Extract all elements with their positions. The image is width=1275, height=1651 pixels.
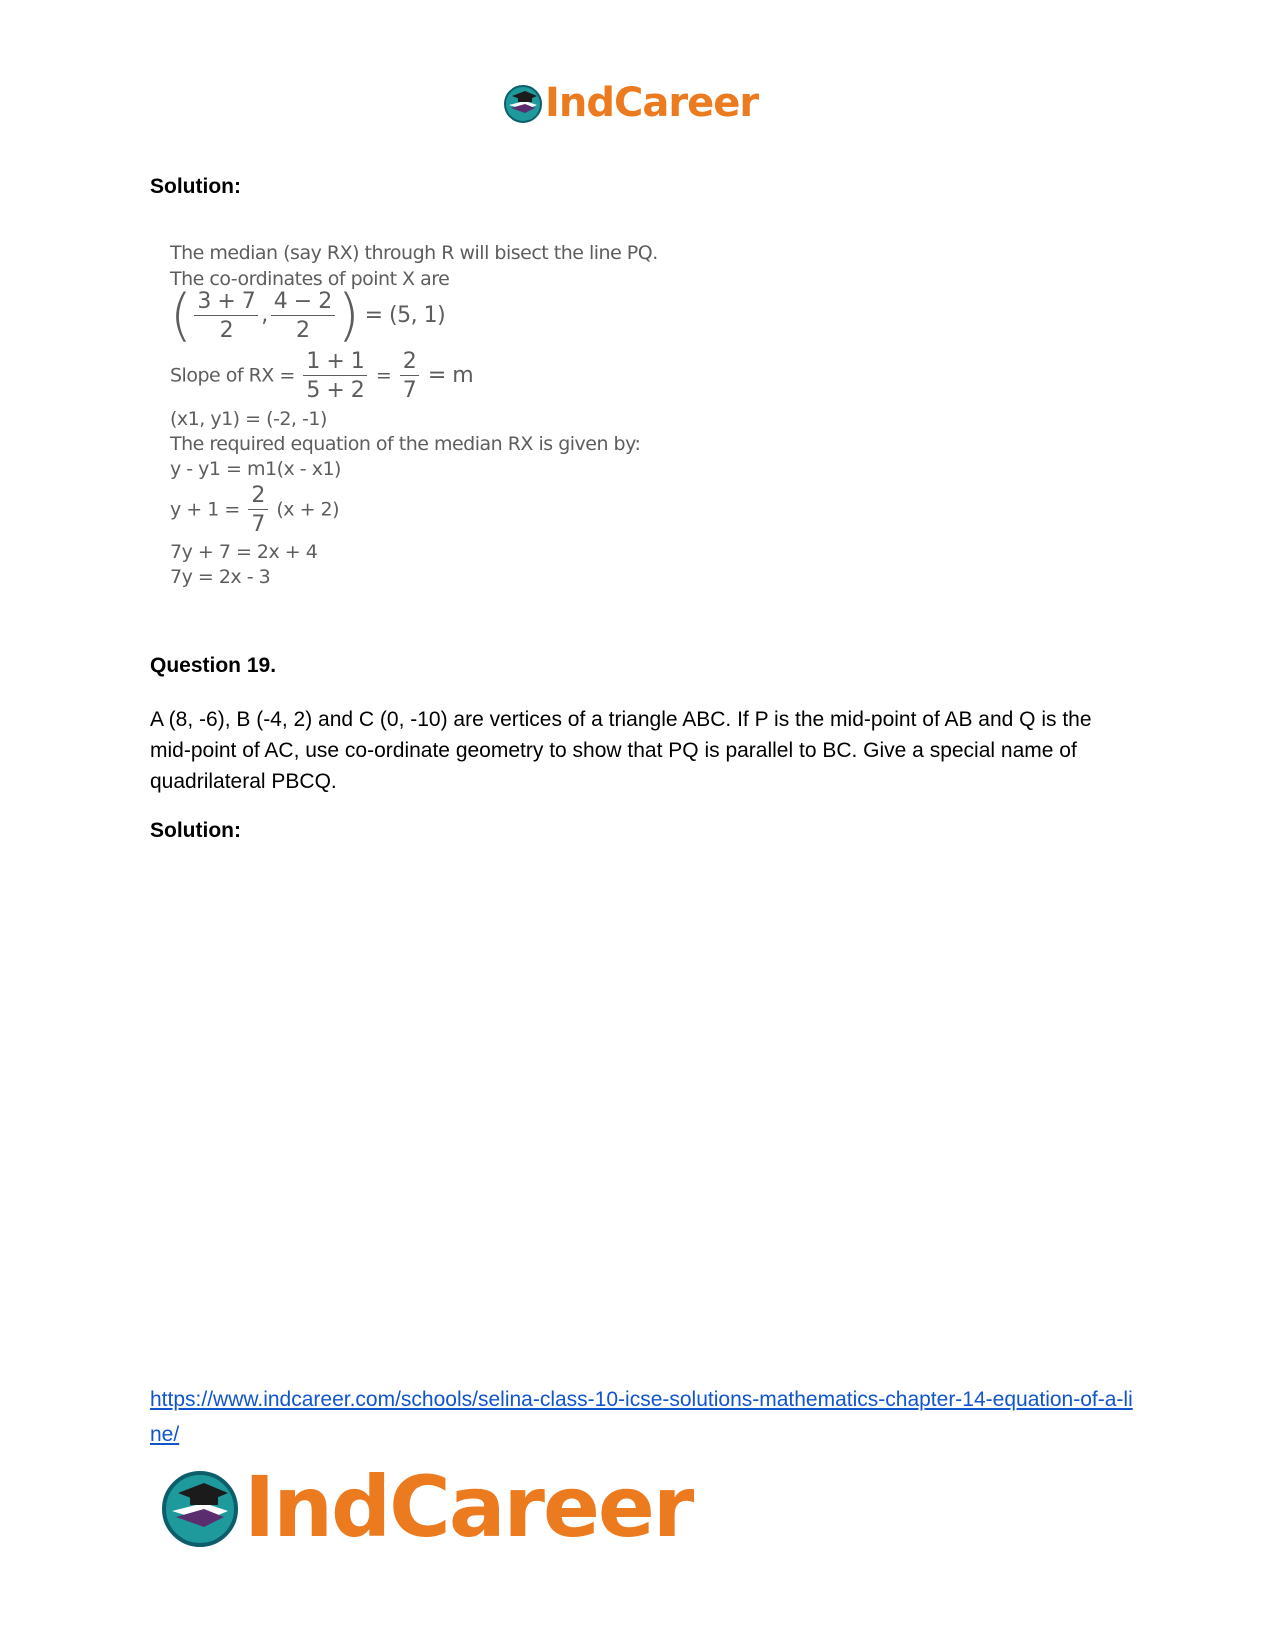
fraction-denominator: 2 [219,318,234,343]
slope-expression [170,350,473,402]
solution-line: 7y + 7 = 2x + 4 [170,541,318,563]
solution-line: The required equation of the median RX is given by: [170,433,641,455]
solution-line: 7y = 2x - 3 [170,566,271,588]
solution-line: The median (say RX) through R will bisect the line PQ. [170,242,658,264]
midpoint-result: = (5, 1) [364,303,446,328]
logo-text: IndCareer [545,80,759,126]
graduation-cap-icon [503,83,543,123]
slope-label: Slope of RX = [170,364,295,387]
fraction-numerator: 2 [400,350,420,376]
question-text: A (8, -6), B (-4, 2) and C (0, -10) are vertices of a triangle ABC. If P is the mid-point of AB and Q is the mid-point of AC, use co-ordinate geometry to show that PQ is parallel to BC. Give a special name of quadrilateral PBCQ. [150,708,1092,793]
equals-sign: = [375,364,392,387]
question-heading: Question 19. [150,654,277,677]
fraction-denominator: 7 [251,512,265,538]
equation-right: (x + 2) [276,498,340,521]
fraction-numerator: 1 + 1 [303,350,367,376]
fraction-denominator: 5 + 2 [306,378,365,404]
fraction-numerator: 2 [248,484,268,510]
graduation-cap-icon [160,1467,240,1547]
fraction-numerator: 4 − 2 [271,290,335,316]
solution-line: y - y1 = m1(x - x1) [170,458,341,480]
slope-m: = m [427,363,474,389]
equation-left: y + 1 = [170,498,240,521]
solution-line: The co-ordinates of point X are [170,268,450,290]
footer-logo [160,1458,693,1556]
solution-heading: Solution: [150,819,241,842]
solution-line: (x1, y1) = (-2, -1) [170,408,327,430]
source-link[interactable]: https://www.indcareer.com/schools/selina-class-10-icse-solutions-mathematics-chapter-14-equation-of-a-line/ [150,1388,1133,1446]
header-logo [503,78,758,128]
fraction-numerator: 3 + 7 [194,290,258,316]
solution-heading: Solution: [150,175,241,198]
fraction-denominator: 2 [295,318,310,343]
logo-text: IndCareer [244,1458,693,1556]
fraction-denominator: 7 [402,378,417,404]
midpoint-expression: ( $\frac{3 + 7}{2}$ , $\frac{4 - 2}{2}$ ) = (5, 1) [170,283,446,348]
substituted-equation [170,484,339,536]
